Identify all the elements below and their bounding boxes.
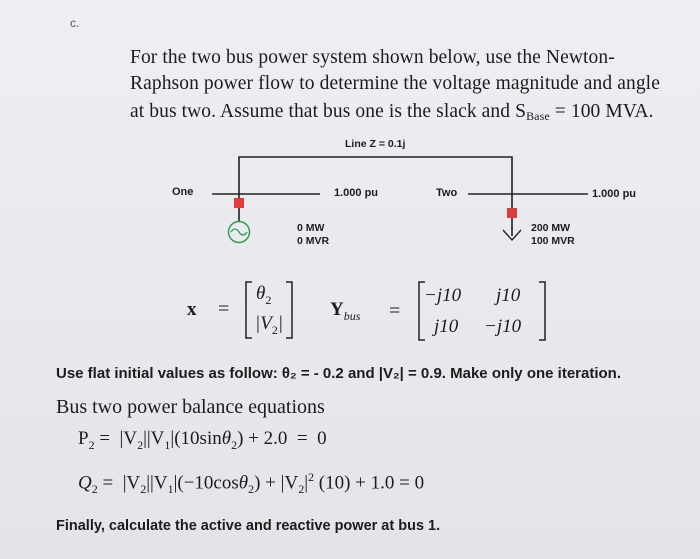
problem-line-2: Raphson power flow to determine the voltage magnitude and angle bbox=[130, 73, 660, 94]
breaker-icon bbox=[507, 208, 517, 218]
problem-line-1: For the two bus power system shown below, use the Newton- bbox=[130, 47, 615, 68]
p2-equation: $P_2 = |V_2||V_1|(10\sin\theta_2) + 2.0 = 0$ bbox=[78, 428, 327, 452]
sbase-subscript: Base bbox=[526, 109, 550, 123]
q2-equation: $Q_2 = |V_2||V_1|(-10\cos\theta_2) + |V_2|^2$ (10) + 1.0 = 0 bbox=[78, 470, 425, 497]
ybus-y11: −j10 bbox=[424, 285, 462, 306]
part-label: c. bbox=[70, 16, 80, 30]
breaker-icon bbox=[234, 198, 244, 208]
bus-1-name: One bbox=[172, 186, 194, 198]
x-theta-entry: $\theta_2$ bbox=[256, 283, 272, 307]
balance-heading: Bus two power balance equations bbox=[56, 396, 325, 418]
load-mvr: 100 MVR bbox=[531, 235, 575, 247]
problem-line-3-suffix: = 100 MVA. bbox=[549, 101, 654, 122]
x-equals: = bbox=[218, 298, 230, 320]
generator-icon bbox=[229, 222, 250, 243]
ybus-y12: j10 bbox=[496, 285, 521, 306]
load-mw: 200 MW bbox=[531, 222, 571, 234]
ybus-equals: = bbox=[389, 300, 401, 322]
ybus-y21: j10 bbox=[434, 316, 459, 337]
x-voltage-entry: $|V_2|$ bbox=[255, 313, 284, 337]
gen-mw: 0 MW bbox=[297, 222, 325, 234]
final-instruction: Finally, calculate the active and reactive power at bus 1. bbox=[56, 518, 441, 534]
ybus-label: $Y_{bus}$ bbox=[330, 299, 361, 323]
problem-line-3-prefix: at bus two. Assume that bus one is the slack and S bbox=[130, 101, 527, 122]
one-line-diagram bbox=[0, 0, 700, 260]
bus-2-voltage: 1.000 pu bbox=[592, 188, 637, 200]
gen-mvr: 0 MVR bbox=[297, 235, 330, 247]
line-impedance-label: Line Z = 0.1j bbox=[345, 138, 406, 150]
flat-start-instruction: Use flat initial values as follow: θ₂ = - 0.2 and |V₂| = 0.9. Make only one iteration. bbox=[56, 365, 621, 382]
bus-2-name: Two bbox=[436, 187, 458, 199]
bus-1-voltage: 1.000 pu bbox=[334, 187, 379, 199]
ybus-y22: −j10 bbox=[484, 316, 522, 337]
x-vector-label: x bbox=[187, 299, 197, 320]
